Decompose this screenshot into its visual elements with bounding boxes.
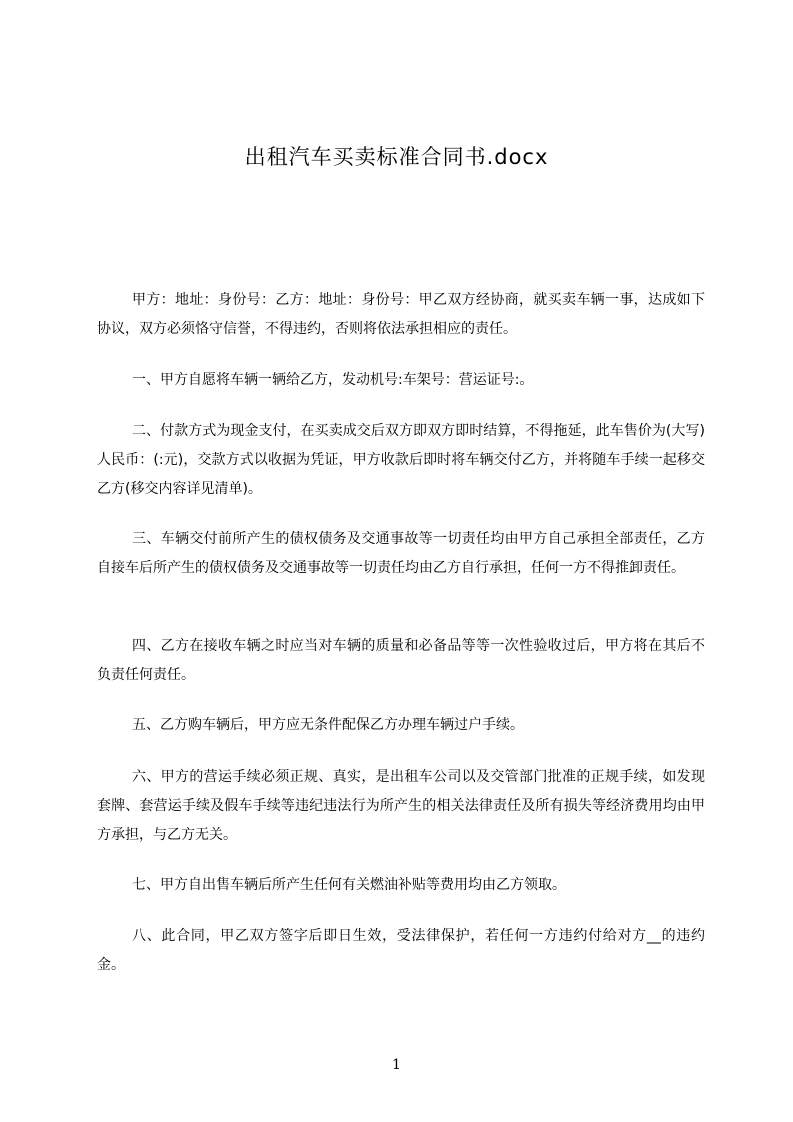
paragraph-clause-4: 四、乙方在接收车辆之时应当对车辆的质量和必备品等等一次性验收过后，甲方将在其后不负责任何责任。 (97, 638, 705, 683)
paragraph-clause-8: 八、此合同，甲乙双方签字后即日生效，受法律保护，若任何一方违约付给对方__的违约金。 (97, 928, 705, 973)
paragraph-parties: 甲方：地址：身份号：乙方：地址：身份号：甲乙双方经协商，就买卖车辆一事，达成如下协议，双方必须恪守信誉，不得违约，否则将依法承担相应的责任。 (97, 292, 705, 337)
page-number: 1 (392, 1057, 401, 1073)
paragraph-clause-5: 五、乙方购车辆后，甲方应无条件配保乙方办理车辆过户手续。 (132, 717, 524, 733)
paragraph-clause-2: 二、付款方式为现金支付，在买卖成交后双方即双方即时结算，不得拖延，此车售价为(大写)人民币：(:元)，交款方式以收据为凭证，甲方收款后即时将车辆交付乙方，并将随车手续一起移交乙方(移交内容详见清单)。 (97, 423, 705, 497)
paragraph-clause-1: 一、甲方自愿将车辆一辆给乙方，发动机号:车架号：营运证号:。 (132, 372, 534, 388)
paragraph-clause-3: 三、车辆交付前所产生的债权债务及交通事故等一切责任均由甲方自己承担全部责任，乙方自接车后所产生的债权债务及交通事故等一切责任均由乙方自行承担，任何一方不得推卸责任。 (97, 531, 705, 576)
document-title: 出租汽车买卖标准合同书.docx (244, 145, 549, 169)
paragraph-clause-6: 六、甲方的营运手续必须正规、真实，是出租车公司以及交管部门批准的正规手续，如发现套牌、套营运手续及假车手续等违纪违法行为所产生的相关法律责任及所有损失等经济费用均由甲方承担，与乙方无关。 (97, 769, 705, 843)
paragraph-clause-7: 七、甲方自出售车辆后所产生任何有关燃油补贴等费用均由乙方领取。 (132, 877, 566, 893)
